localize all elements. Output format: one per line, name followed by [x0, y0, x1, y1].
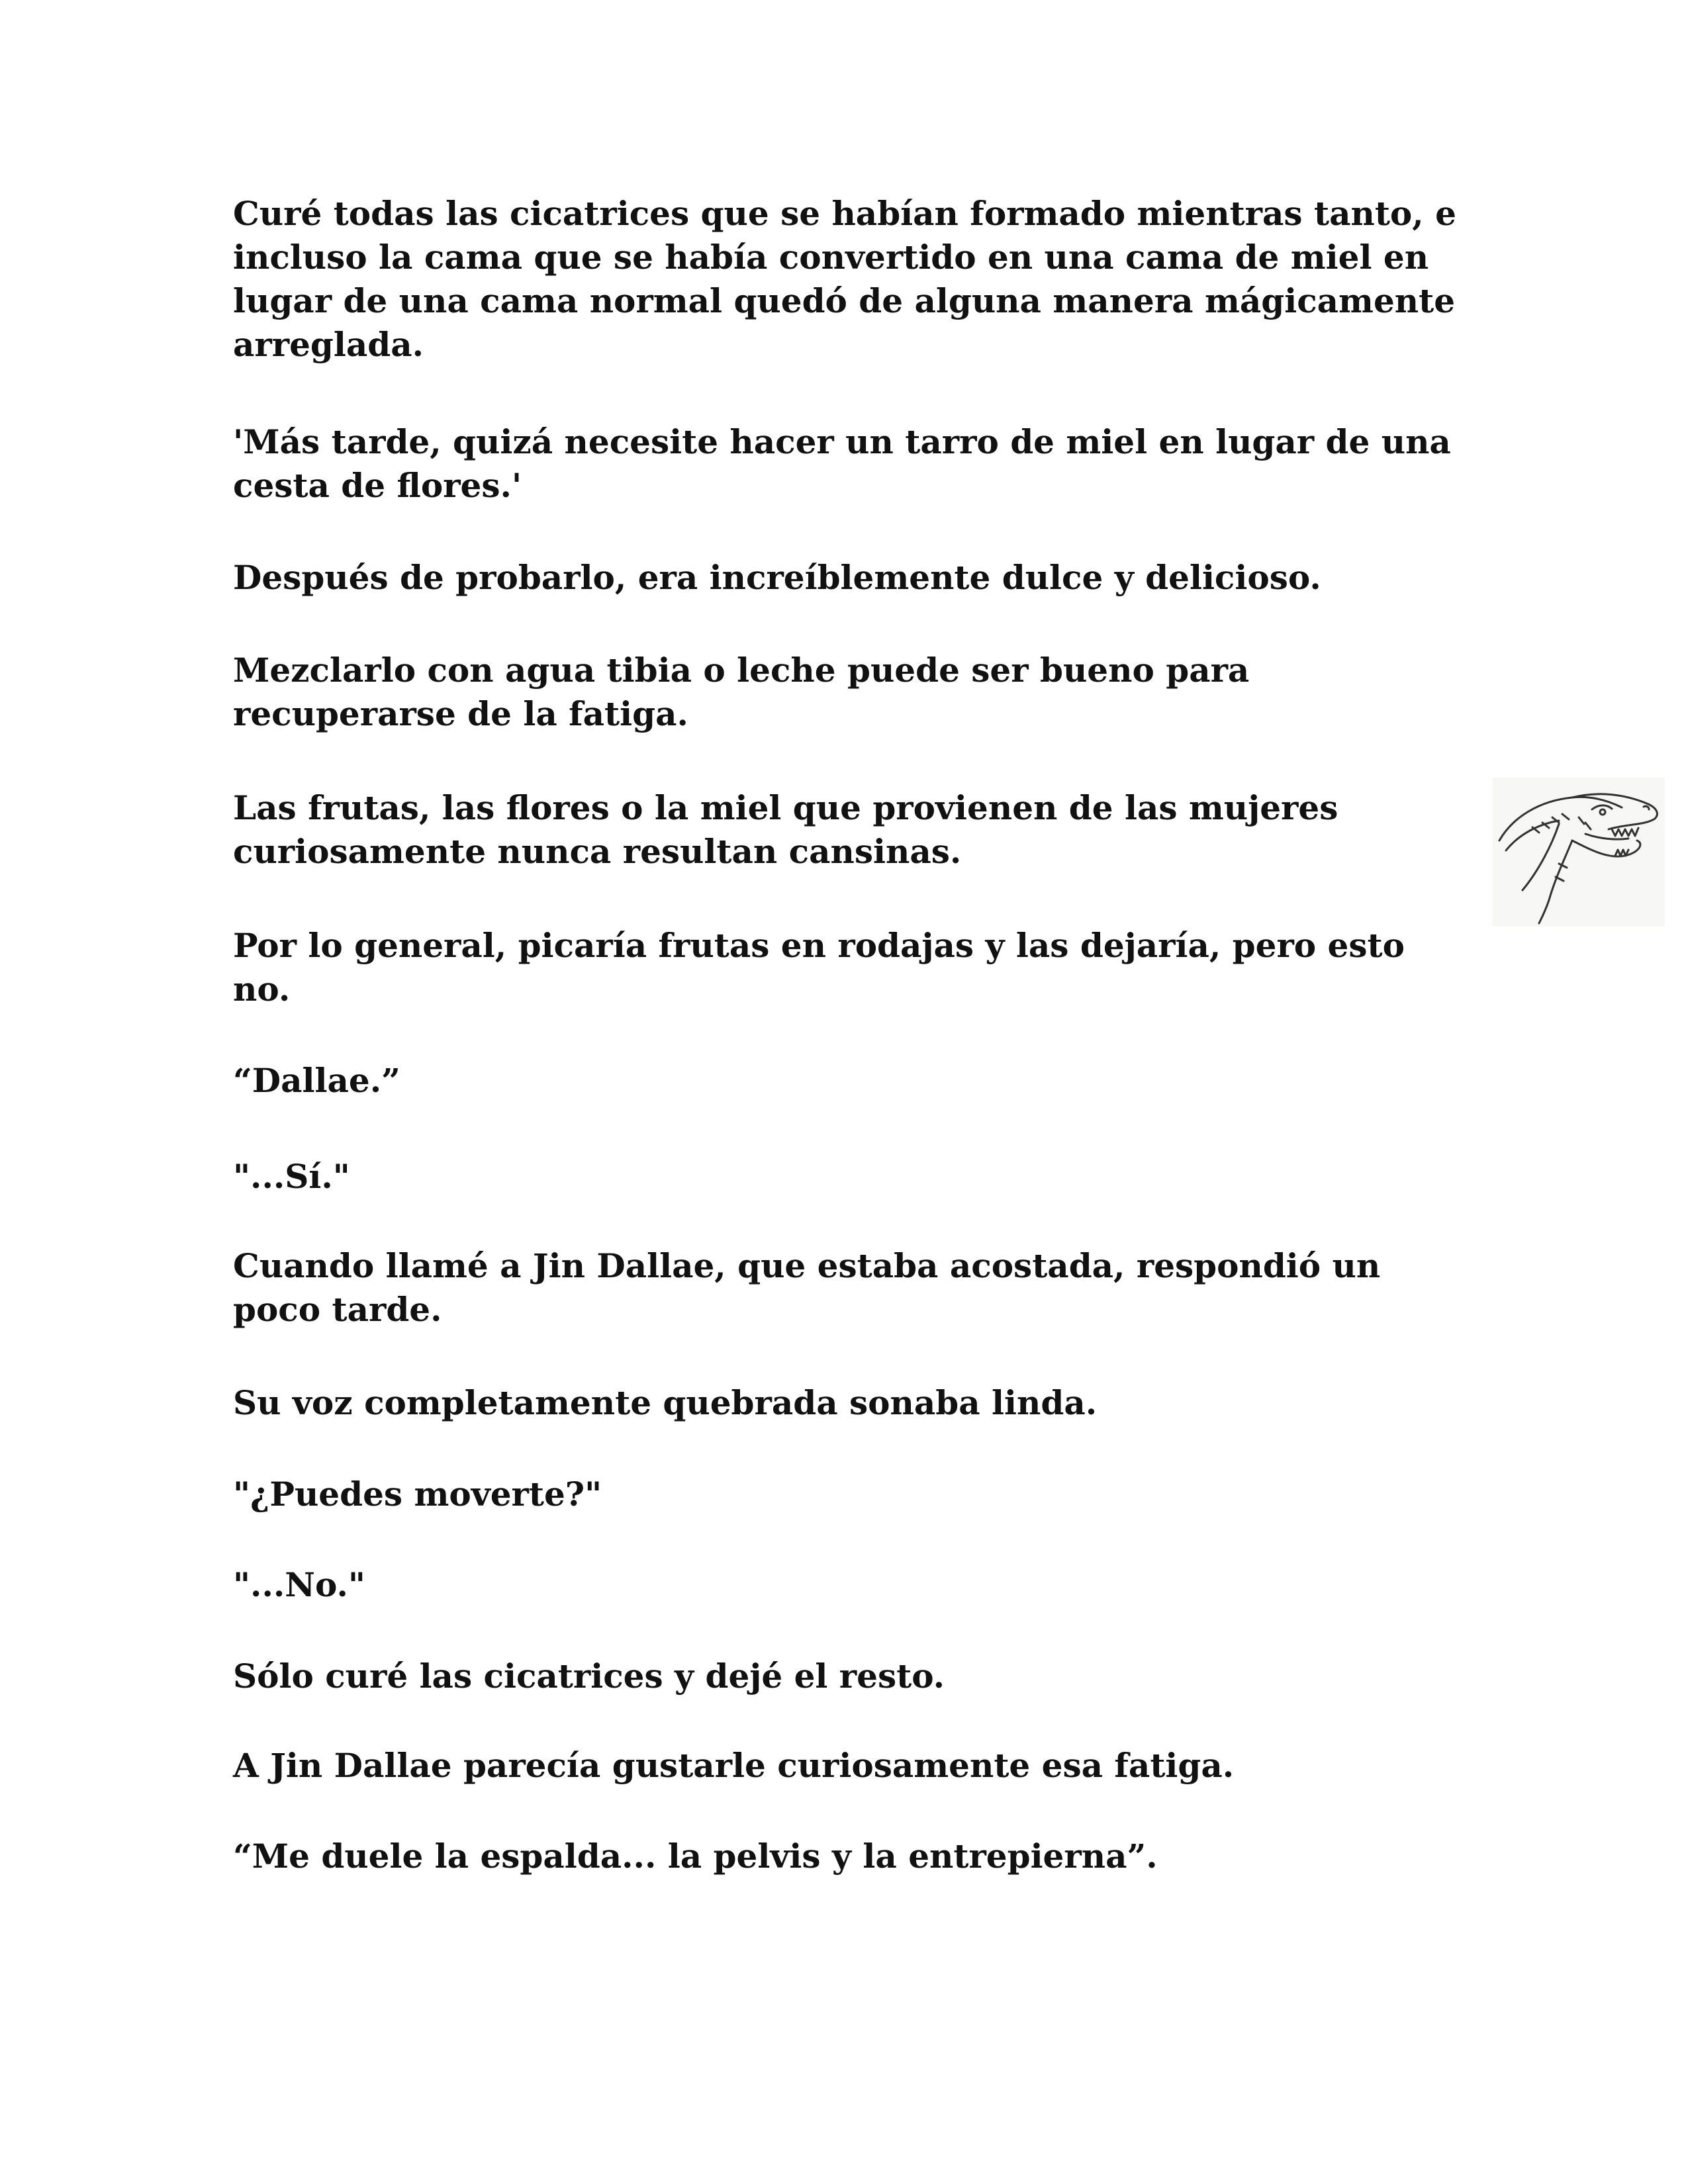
dialogue-line: “Dallae.” [233, 1061, 400, 1100]
paragraph: Cuando llamé a Jin Dallae, que estaba acostada, respondió un poco tarde. [233, 1246, 1381, 1329]
paragraph: A Jin Dallae parecía gustarle curiosamente esa fatiga. [233, 1746, 1235, 1785]
paragraph: Sólo curé las cicatrices y dejé el resto. [233, 1657, 945, 1696]
dinosaur-head-sketch-icon [1493, 778, 1665, 927]
dialogue-line: "¿Puedes moverte?" [233, 1475, 602, 1514]
paragraph: Curé todas las cicatrices que se habían formado mientras tanto, e incluso la cama que se había convertido en una cama de miel en lugar de una cama normal quedó de alguna manera mágicamente arreglada. [233, 194, 1456, 364]
paragraph: Por lo general, picaría frutas en rodajas y las dejaría, pero esto no. [233, 926, 1405, 1009]
dinosaur-watermark [1493, 778, 1665, 927]
paragraph: Su voz completamente quebrada sonaba linda. [233, 1383, 1098, 1422]
dialogue-line: "...Sí." [233, 1157, 350, 1196]
dialogue-line: “Me duele la espalda... la pelvis y la entrepierna”. [233, 1837, 1158, 1876]
paragraph: Mezclarlo con agua tibia o leche puede ser bueno para recuperarse de la fatiga. [233, 651, 1250, 733]
paragraph: 'Más tarde, quizá necesite hacer un tarro de miel en lugar de una cesta de flores.' [233, 422, 1451, 505]
paragraph: Las frutas, las flores o la miel que provienen de las mujeres curiosamente nunca resultan cansinas. [233, 788, 1338, 871]
dialogue-line: "...No." [233, 1565, 365, 1604]
paragraph: Después de probarlo, era increíblemente dulce y delicioso. [233, 558, 1321, 597]
